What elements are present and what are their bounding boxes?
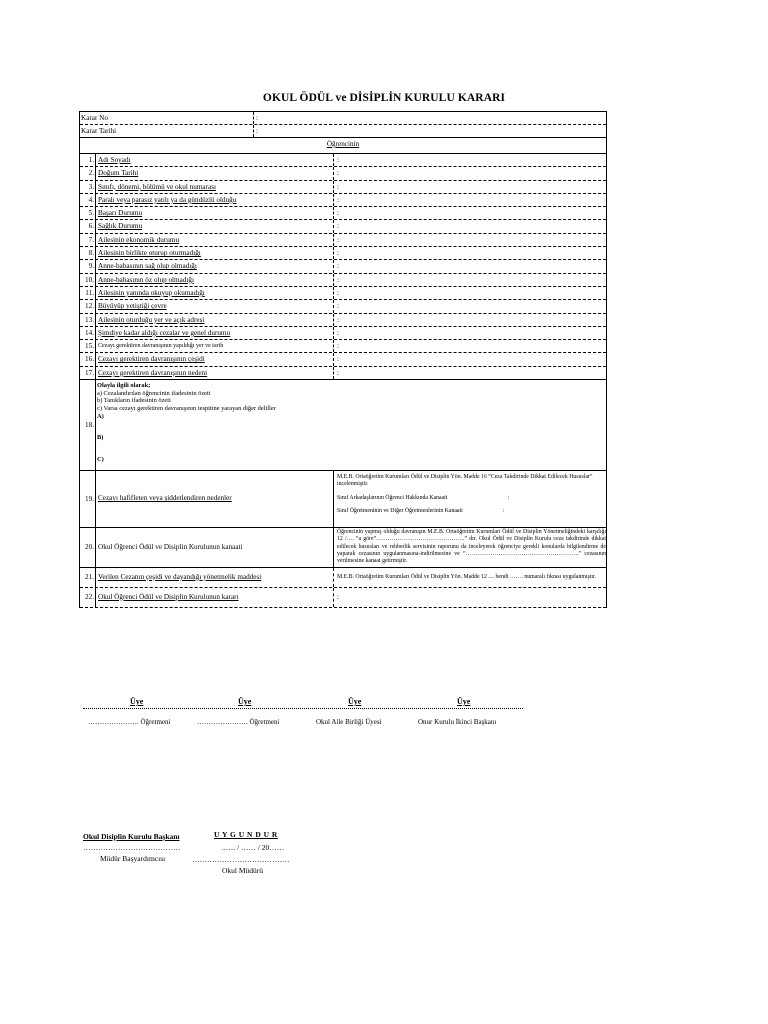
classmates-opinion-label: Sınıf Arkadaşlarının Öğrenci Hakkında Kanaati <box>337 494 448 501</box>
row-label: Ailesinin oturduğu yer ve açık adresi <box>97 314 334 326</box>
row-label: Doğum Tarihi <box>97 167 334 179</box>
incident-b-label: B) <box>97 434 104 442</box>
section-title: Öğrencinin <box>326 140 360 148</box>
row-label: Ailesinin birlikte oturup oturmadığı <box>97 247 334 259</box>
form-row-12 <box>80 300 606 313</box>
row-label: Ailesinin yanında okuyup okumadığı <box>97 287 334 299</box>
form-row-17 <box>80 367 606 380</box>
row-number: 7. <box>80 234 96 246</box>
row-number: 19. <box>80 471 96 527</box>
row-value[interactable]: : <box>337 275 339 284</box>
member-role-2: …………………. Öğretmeni <box>197 718 280 726</box>
chair-label: Okul Disiplin Kurulu Başkanı <box>83 832 180 841</box>
member-role-1: …………………. Öğretmeni <box>88 718 171 726</box>
page-title: OKUL ÖDÜL ve DİSİPLİN KURULU KARARI <box>262 92 506 104</box>
karar-tarihi-row <box>80 125 606 138</box>
principal-role: Okul Müdürü <box>222 866 264 875</box>
karar-no-label: Karar No <box>81 113 108 122</box>
form-row-10 <box>80 274 606 287</box>
row-value[interactable]: : <box>337 342 339 351</box>
row-number: 2. <box>80 167 96 179</box>
row-label: Cezayı hafifleten veya şiddetlendiren nedenler <box>97 471 334 527</box>
member-label-4: Üye <box>457 697 471 706</box>
form-row-14 <box>80 327 606 340</box>
row-number: 12. <box>80 300 96 312</box>
row-value[interactable]: M.E.B. Ortaöğretim Kurumları Ödül ve Disiplin Yön. Madde 12 .... bendi ……. numaralı fıkrası uygulanmıştır. <box>337 574 596 581</box>
form-row-21 <box>80 568 606 588</box>
approval-label: U Y G U N D U R <box>214 830 278 839</box>
form-row-18 <box>80 380 606 471</box>
row-label: Büyüyüp yetiştiği çevre <box>97 300 334 312</box>
mitigation-text-2 <box>337 495 606 502</box>
row-value[interactable]: : <box>337 209 339 218</box>
karar-tarihi-label: Karar Tarihi <box>81 126 117 135</box>
row-value[interactable]: : <box>337 222 339 231</box>
row-number: 13. <box>80 314 96 326</box>
row-value[interactable] <box>335 471 606 527</box>
row-value[interactable] <box>335 528 606 567</box>
row-number: 21. <box>80 568 96 587</box>
row-label: Cezayı gerektiren davranışının nedeni <box>97 367 334 379</box>
row-number: 1. <box>80 154 96 166</box>
mitigation-text-3 <box>337 508 606 515</box>
row-number: 16. <box>80 353 96 365</box>
form-row-11 <box>80 287 606 300</box>
row-label: Okul Öğrenci Ödül ve Disiplin Kurulunun kararı <box>97 588 334 607</box>
teachers-opinion-colon: : <box>502 507 505 514</box>
row-label: Cezayı gerektiren davranışının yapıldığı yer ve tarih <box>97 340 334 352</box>
karar-tarihi-value[interactable]: : <box>253 125 258 137</box>
row-number: 15. <box>80 340 96 352</box>
row-number: 3. <box>80 181 96 193</box>
form-row-4 <box>80 194 606 207</box>
row-number: 8. <box>80 247 96 259</box>
incident-a-label: A) <box>97 412 104 420</box>
row-number: 11. <box>80 287 96 299</box>
row-label: Şimdiye kadar aldığı cezalar ve genel durumu <box>97 327 334 339</box>
member-role-3: Okul Aile Birliği Üyesi <box>316 718 382 726</box>
principal-signature-dots: ………………………………… <box>192 855 290 864</box>
row-value[interactable]: : <box>337 355 339 364</box>
row-number: 17. <box>80 367 96 379</box>
section-header-row <box>80 138 606 154</box>
form-row-19 <box>80 471 606 528</box>
row-label: Anne-babasının sağ olup olmadığı <box>97 260 334 272</box>
row-number: 5. <box>80 207 96 219</box>
row-value[interactable]: : <box>337 328 339 337</box>
approval-date: ..…. / …… / 20…… <box>222 843 285 852</box>
incident-c-label: C) <box>97 456 104 464</box>
form-row-9 <box>80 260 606 273</box>
row-label: Cezayı gerektiren davranışının çeşidi <box>97 353 334 365</box>
row-number: 14. <box>80 327 96 339</box>
decision-form <box>79 111 607 608</box>
row-value[interactable]: : <box>337 182 339 191</box>
row-number: 9. <box>80 260 96 272</box>
form-row-1 <box>80 154 606 167</box>
row-label: Verilen Cezanın çeşidi ve dayandığı yönetmelik maddesi <box>97 568 334 587</box>
member-label-2: Üye <box>238 697 252 706</box>
incident-heading: Olayla ilgili olarak; <box>97 382 151 390</box>
committee-opinion-text: Öğrencinin yapmış olduğu davranışın M.E.B. Ortaöğretim Kurumları Ödül ve Disiplin Yönetmeliğindeki karşılığı 12 /…. “a göre”……………………………………….” dır. Okul Ödül ve Disiplin Kurulu ceza takdirinde dikkat edilecek hususları ve rehberlik servisinin raporunu da inceleyerek öğrenciye gerekli konularda bilgilendirme de yaparak cezasının uygulanmasına-indirilmesine ve “…………………………………………………..” cezasının verilmesine kanaat getirmiştir. <box>337 529 606 564</box>
form-row-6 <box>80 220 606 233</box>
row-value[interactable]: : <box>337 315 339 324</box>
form-row-8 <box>80 247 606 260</box>
row-value[interactable]: : <box>337 302 339 311</box>
row-number: 18. <box>80 380 96 470</box>
teachers-opinion-label: Sınıf Öğretmeninin ve Diğer Öğretmenlerinin Kanaati <box>337 507 463 514</box>
incident-details[interactable] <box>97 382 604 464</box>
chair-signature-dots: ………………………………… <box>83 843 181 852</box>
row-label: Sağlık Durumu <box>97 220 334 232</box>
row-label: Adı Soyadı <box>97 154 334 166</box>
incident-line-a: a) Cezalandırılan öğrencinin ifadesinin özeti <box>97 389 211 397</box>
form-row-2 <box>80 167 606 180</box>
incident-line-c: c) Varsa cezayı gerektiren davranışının tespitine yarayan diğer deliller <box>97 405 276 413</box>
form-row-7 <box>80 234 606 247</box>
row-label: Başarı Durumu <box>97 207 334 219</box>
row-value[interactable]: : <box>337 368 339 377</box>
mitigation-text-1: M.E.B. Ortaöğretim Kurumları Ödül ve Disiplin Yön. Madde 16 “Ceza Takdirinde Dikkat Edilecek Hususlar” incelenmiştir. <box>337 474 593 488</box>
row-value[interactable]: : <box>337 593 339 602</box>
row-value[interactable]: : <box>337 169 339 178</box>
row-number: 10. <box>80 274 96 286</box>
row-value[interactable]: : <box>337 288 339 297</box>
form-row-3 <box>80 181 606 194</box>
row-number: 4. <box>80 194 96 206</box>
row-value[interactable]: : <box>337 156 339 164</box>
row-label: Sınıfı, dönemi, bölümü ve okul numarası <box>97 181 334 193</box>
row-value[interactable]: : <box>337 195 339 204</box>
chair-role: Müdür Başyardımcısı <box>100 854 166 863</box>
row-value[interactable]: : <box>337 262 339 271</box>
member-label-1: Üye <box>130 697 144 706</box>
karar-no-row <box>80 112 606 125</box>
row-value[interactable]: : <box>337 235 339 244</box>
form-row-20 <box>80 528 606 568</box>
form-row-22 <box>80 588 606 608</box>
member-role-4: Onur Kurulu İkinci Başkanı <box>418 718 497 726</box>
row-label: Ailesinin ekonomik durumu <box>97 234 334 246</box>
classmates-opinion-colon: : <box>507 494 510 501</box>
form-row-16 <box>80 353 606 366</box>
row-value[interactable]: : <box>337 249 339 258</box>
karar-no-value[interactable]: : <box>253 112 258 124</box>
row-label: Paralı veya parasız yatılı ya da gündüzlü olduğu <box>97 194 334 206</box>
row-number: 20. <box>80 528 96 567</box>
member-label-3: Üye <box>348 697 362 706</box>
form-row-5 <box>80 207 606 220</box>
incident-line-b: b) Tanıkların ifadesinin özeti <box>97 397 171 405</box>
form-row-15 <box>80 340 606 353</box>
row-number: 6. <box>80 220 96 232</box>
form-row-13 <box>80 314 606 327</box>
row-number: 22. <box>80 588 96 607</box>
signature-line <box>83 708 523 709</box>
row-label: Okul Öğrenci Ödül ve Disiplin Kurulunun kanaati <box>97 528 334 567</box>
row-label: Anne-babasının öz olup olmadığı <box>97 274 334 286</box>
